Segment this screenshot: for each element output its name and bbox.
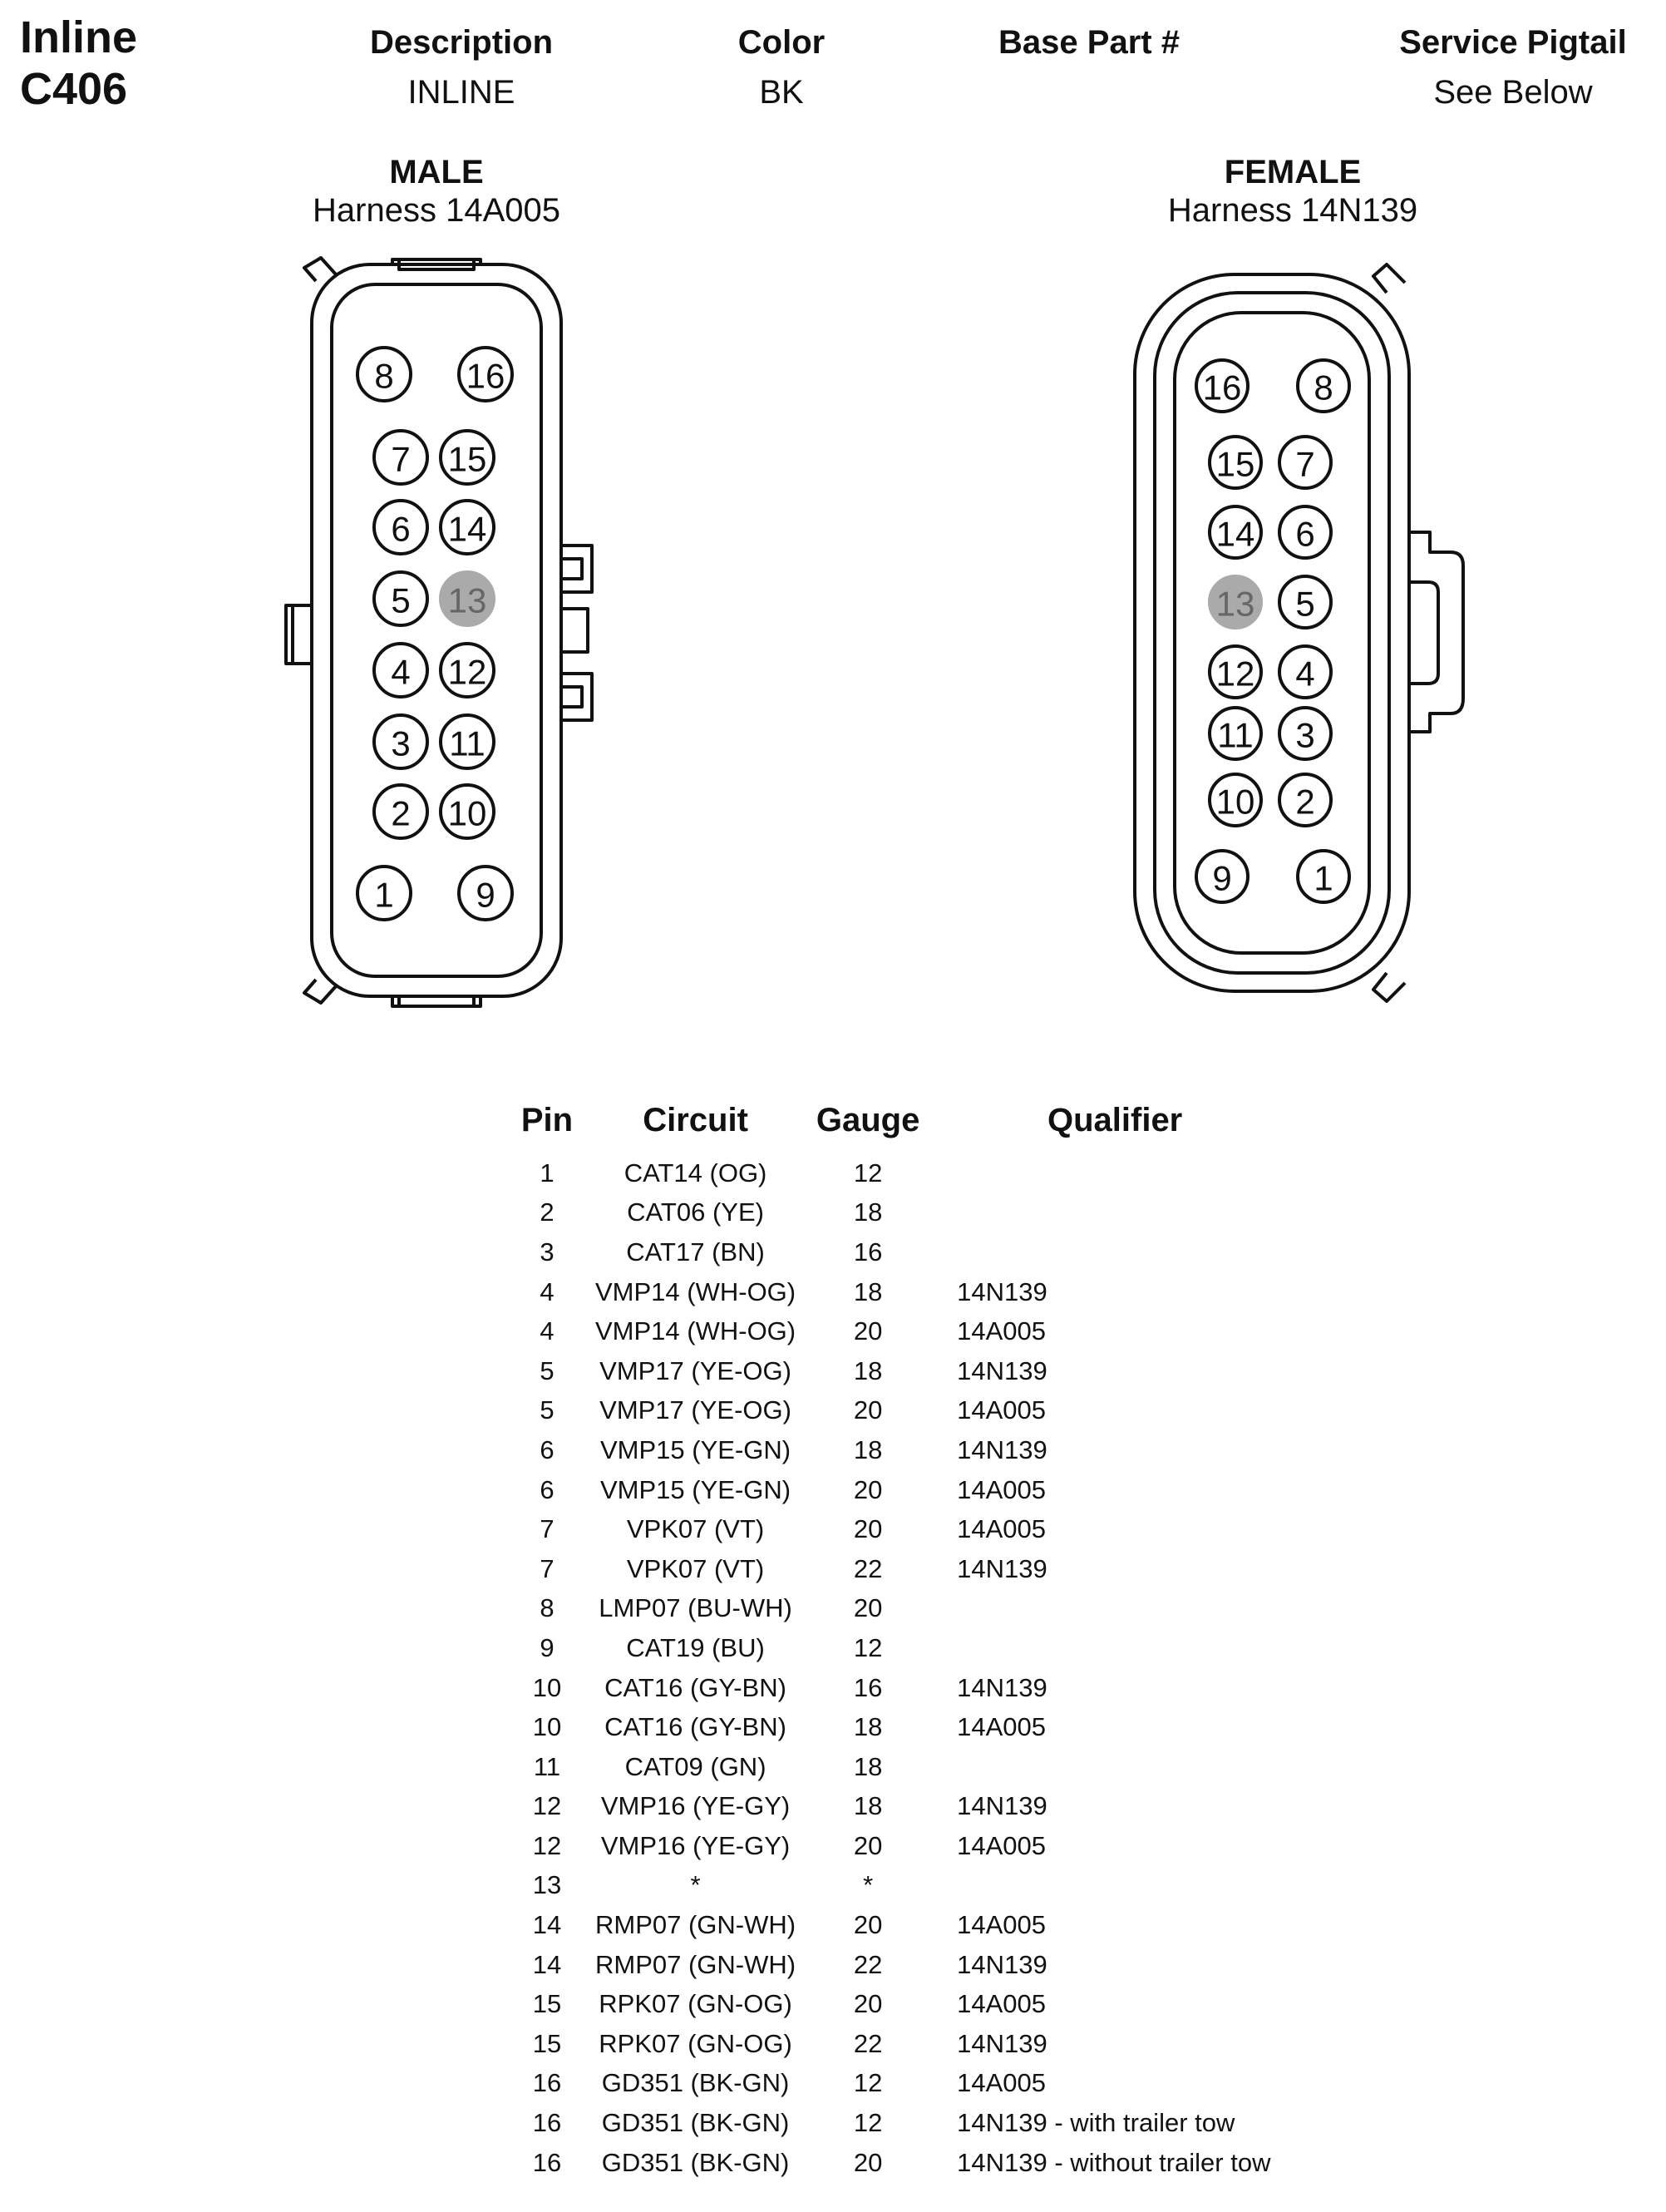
female-pin-1 [1298,851,1349,902]
pin-table-header [499,1102,1289,1153]
table-row [499,1430,1289,1470]
gauge-cell: 12 [853,1632,883,1662]
circuit-cell: CAT16 (GY-BN) [604,1712,786,1742]
table-row [499,1707,1289,1747]
gauge-cell: 18 [853,1276,883,1306]
male-pin-label: 1 [374,875,394,915]
qualifier-cell: 14N139 - with trailer tow [957,2108,1235,2138]
male-pin-label: 3 [391,723,411,763]
gauge-cell: 12 [853,1158,883,1187]
female-pin-label: 7 [1295,444,1315,484]
gauge-cell: 20 [853,1989,883,2019]
gauge-cell: 22 [853,1949,883,1979]
table-row [499,1589,1289,1629]
pin-cell: 7 [540,1514,555,1544]
qualifier-cell: 14A005 [957,1910,1047,1940]
gauge-cell: 20 [853,1316,883,1346]
connector-number: C406 [20,64,128,114]
qualifier-cell [940,1232,1289,1272]
male-pin-label: 14 [447,509,487,549]
circuit-cell: RPK07 (GN-OG) [599,1989,792,2019]
qualifier-cell [940,1628,1289,1668]
pin-cell: 13 [532,1870,562,1900]
table-row [499,2103,1289,2143]
pin-cell: 15 [532,1989,562,2019]
qualifier-cell: 14N139 [957,2028,1047,2058]
circuit-cell: CAT16 (GY-BN) [604,1672,786,1702]
female-pin-label: 4 [1295,654,1315,694]
female-pin-label: 15 [1215,444,1255,484]
table-row [499,1826,1289,1866]
female-pin-15 [1210,437,1261,488]
male-pin-1 [357,867,411,920]
circuit-cell: GD351 (BK-GN) [601,2147,790,2177]
table-row [499,1311,1289,1351]
male-pin-label: 4 [391,652,411,692]
male-pin-label: 12 [447,652,487,692]
female-pin-5 [1279,576,1331,628]
gauge-cell: 18 [853,1751,883,1781]
female-pin-2 [1279,774,1331,826]
pin-cell: 12 [532,1830,562,1860]
pin-cell: 3 [540,1237,555,1266]
gauge-cell: 20 [853,2147,883,2177]
male-pin-9 [459,867,512,920]
female-pin-13 [1210,576,1261,628]
pin-table [499,1102,1289,2182]
male-pin-11 [441,715,494,768]
description-value: INLINE [407,74,515,111]
qualifier-cell: 14A005 [957,1316,1047,1346]
gauge-cell: 20 [853,1593,883,1623]
pin-cell: 4 [540,1316,555,1346]
circuit-cell: RMP07 (GN-WH) [595,1949,796,1979]
gauge-cell: 18 [853,1434,883,1464]
male-connector-diagram [0,0,1666,1048]
gauge-cell: 12 [853,2108,883,2138]
gauge-cell: 20 [853,1474,883,1504]
gauge-cell: 18 [853,1197,883,1227]
circuit-cell: VMP17 (YE-OG) [599,1355,791,1385]
circuit-cell: VMP14 (WH-OG) [595,1316,796,1346]
table-row [499,1945,1289,1985]
female-pin-label: 8 [1314,368,1333,407]
female-pin-label: 10 [1215,782,1255,822]
female-pin-16 [1196,360,1248,412]
male-pin-label: 13 [447,580,487,620]
table-row [499,1232,1289,1272]
circuit-cell: * [690,1870,701,1900]
male-pin-label: 7 [391,439,411,479]
pin-cell: 10 [532,1712,562,1742]
pin-cell: 14 [532,1910,562,1940]
service-pigtail-label: Service Pigtail [1399,24,1627,61]
qualifier-cell: 14N139 [957,1791,1047,1821]
color-label: Color [737,24,826,61]
table-row [499,1509,1289,1549]
table-row [499,1787,1289,1827]
gauge-cell: 18 [853,1355,883,1385]
table-row [499,2064,1289,2104]
table-row [499,1905,1289,1945]
male-title: MALE [389,154,484,190]
qualifier-cell: 14N139 [957,1949,1047,1979]
table-row [499,1351,1289,1391]
pin-cell: 15 [532,2028,562,2058]
table-row [499,1470,1289,1510]
connector-type: Inline [20,12,138,62]
female-pin-6 [1279,506,1331,558]
female-pin-3 [1279,708,1331,759]
male-pin-label: 2 [391,793,411,833]
circuit-cell: VMP15 (YE-GN) [600,1434,791,1464]
circuit-cell: GD351 (BK-GN) [601,2108,790,2138]
female-pin-label: 9 [1212,858,1232,898]
pin-cell: 16 [532,2108,562,2138]
female-pin-label: 14 [1215,514,1255,554]
pin-cell: 5 [540,1395,555,1425]
gauge-cell: 16 [853,1672,883,1702]
female-pin-label: 12 [1215,654,1255,694]
female-pin-label: 13 [1215,584,1255,624]
circuit-cell: CAT09 (GN) [624,1751,766,1781]
qualifier-cell [940,1747,1289,1787]
female-pin-label: 2 [1295,782,1315,822]
pin-cell: 7 [540,1553,555,1583]
male-pin-label: 8 [374,356,394,396]
circuit-cell: LMP07 (BU-WH) [599,1593,792,1623]
female-pin-9 [1196,851,1248,902]
pin-cell: 16 [532,2068,562,2098]
male-harness: Harness 14A005 [313,192,560,229]
male-pin-2 [374,785,427,838]
female-pin-label: 16 [1202,368,1242,407]
gauge-cell: 16 [853,1237,883,1266]
table-row [499,1866,1289,1906]
table-row [499,1668,1289,1708]
table-row [499,1272,1289,1312]
female-pin-label: 5 [1295,584,1315,624]
qualifier-cell: 14A005 [957,1514,1047,1544]
male-pin-6 [374,501,427,554]
qualifier-cell [940,1866,1289,1906]
service-pigtail-value: See Below [1433,74,1593,111]
male-pin-4 [374,644,427,697]
qualifier-cell: 14A005 [957,2068,1047,2098]
qualifier-cell: 14N139 [957,1672,1047,1702]
pin-column-header: Pin [520,1102,574,1138]
gauge-cell: 20 [853,1395,883,1425]
male-pin-13 [441,572,494,625]
circuit-cell: VPK07 (VT) [626,1553,765,1583]
male-pin-label: 10 [447,793,487,833]
qualifier-cell: 14A005 [957,1830,1047,1860]
female-harness: Harness 14N139 [1167,192,1418,229]
male-pin-label: 5 [391,580,411,620]
circuit-cell: RPK07 (GN-OG) [599,2028,792,2058]
gauge-cell: 22 [853,1553,883,1583]
male-pin-14 [441,501,494,554]
circuit-cell: VMP16 (YE-GY) [600,1830,791,1860]
pin-cell: 6 [540,1474,555,1504]
table-row [499,2024,1289,2064]
circuit-column-header: Circuit [643,1102,748,1138]
table-row [499,1628,1289,1668]
female-pin-label: 1 [1314,858,1333,898]
circuit-cell: VPK07 (VT) [626,1514,765,1544]
pin-cell: 6 [540,1434,555,1464]
male-connector-body [286,258,592,1006]
male-pin-16 [459,348,512,401]
qualifier-cell: 14A005 [957,1395,1047,1425]
gauge-cell: 22 [853,2028,883,2058]
male-pin-label: 6 [391,509,411,549]
male-pin-8 [357,348,411,401]
circuit-cell: CAT19 (BU) [626,1632,765,1662]
table-row [499,1391,1289,1431]
female-pin-12 [1210,646,1261,698]
female-pin-14 [1210,506,1261,558]
pin-cell: 4 [540,1276,555,1306]
pin-cell: 10 [532,1672,562,1702]
circuit-cell: GD351 (BK-GN) [601,2068,790,2098]
description-label: Description [369,24,554,61]
circuit-cell: CAT14 (OG) [624,1158,767,1187]
pin-cell: 11 [533,1751,561,1781]
base-part-label: Base Part # [998,24,1180,61]
male-pin-15 [441,431,494,484]
qualifier-column-header: Qualifier [1047,1102,1183,1138]
color-value: BK [759,74,804,111]
gauge-cell: 18 [853,1712,883,1742]
gauge-column-header: Gauge [816,1102,920,1138]
table-row [499,2143,1289,2183]
circuit-cell: CAT17 (BN) [626,1237,765,1266]
male-pin-5 [374,572,427,625]
female-pin-label: 6 [1295,514,1315,554]
male-pin-label: 11 [449,723,486,763]
qualifier-cell [940,1589,1289,1629]
table-row [499,1193,1289,1233]
circuit-cell: RMP07 (GN-WH) [595,1910,796,1940]
pin-cell: 12 [532,1791,562,1821]
male-pin-12 [441,644,494,697]
male-pin-3 [374,715,427,768]
female-pin-label: 11 [1217,715,1254,755]
circuit-cell: VMP17 (YE-OG) [599,1395,791,1425]
pin-cell: 9 [540,1632,555,1662]
gauge-cell: 12 [853,2068,883,2098]
gauge-cell: 20 [853,1514,883,1544]
qualifier-cell: 14N139 - without trailer tow [957,2147,1271,2177]
gauge-cell: * [863,1870,874,1900]
qualifier-cell: 14A005 [957,1474,1047,1504]
male-pin-10 [441,785,494,838]
qualifier-cell: 14N139 [957,1434,1047,1464]
male-pin-7 [374,431,427,484]
table-row [499,1153,1289,1193]
qualifier-cell: 14A005 [957,1989,1047,2019]
qualifier-cell [940,1193,1289,1233]
male-pin-label: 15 [447,439,487,479]
circuit-cell: VMP14 (WH-OG) [595,1276,796,1306]
female-pin-4 [1279,646,1331,698]
male-pin-label: 9 [476,875,495,915]
pin-cell: 2 [540,1197,555,1227]
table-row [499,1984,1289,2024]
female-pin-label: 3 [1295,715,1315,755]
pin-cell: 16 [532,2147,562,2177]
table-row [499,1549,1289,1589]
pin-cell: 5 [540,1355,555,1385]
qualifier-cell: 14N139 [957,1355,1047,1385]
female-pin-8 [1298,360,1349,412]
female-pin-7 [1279,437,1331,488]
qualifier-cell: 14N139 [957,1276,1047,1306]
female-pin-11 [1210,708,1261,759]
qualifier-cell: 14N139 [957,1553,1047,1583]
circuit-cell: VMP15 (YE-GN) [600,1474,791,1504]
gauge-cell: 20 [853,1910,883,1940]
gauge-cell: 18 [853,1791,883,1821]
female-title: FEMALE [1224,154,1362,190]
circuit-cell: CAT06 (YE) [627,1197,764,1227]
pin-cell: 1 [540,1158,555,1187]
female-pin-10 [1210,774,1261,826]
pin-cell: 8 [540,1593,555,1623]
qualifier-cell [940,1153,1289,1193]
gauge-cell: 20 [853,1830,883,1860]
male-pin-label: 16 [466,356,505,396]
pin-cell: 14 [532,1949,562,1979]
table-row [499,1747,1289,1787]
circuit-cell: VMP16 (YE-GY) [600,1791,791,1821]
qualifier-cell: 14A005 [957,1712,1047,1742]
